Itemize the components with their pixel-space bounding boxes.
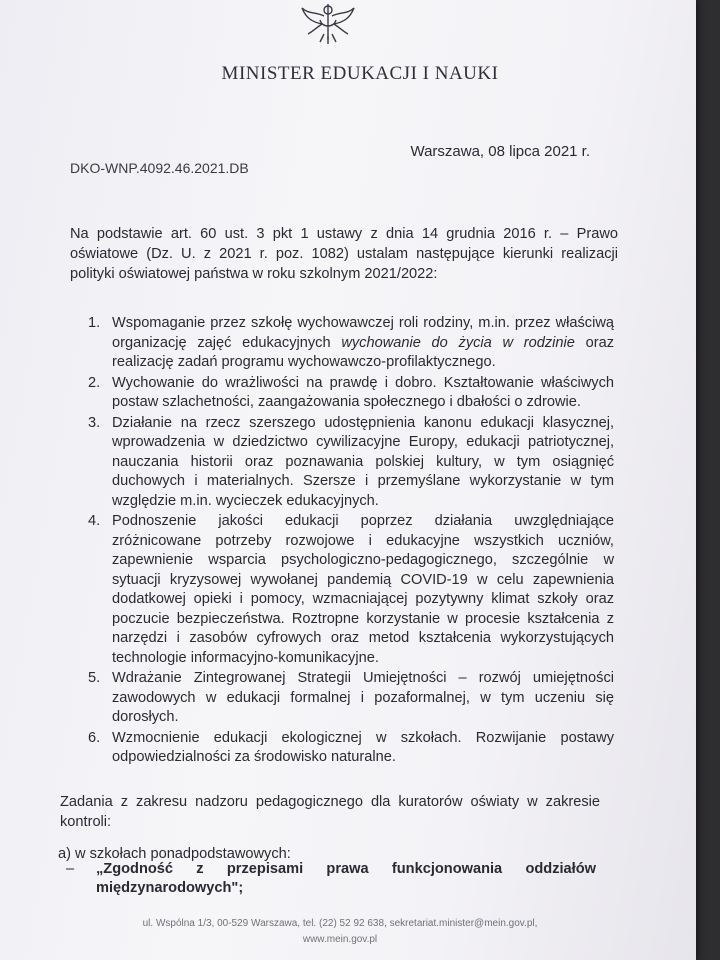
list-item-number: 6.: [88, 729, 101, 746]
list-item: [88, 314, 614, 373]
dash-marker: –: [66, 861, 75, 877]
list-item-text: Wzmocnienie edukacji ekologicznej w szkołach. Rozwijanie postawy odpowiedzialności za środowisko naturalne.: [112, 729, 614, 765]
list-item-text-part: oraz realizację zadań programu wychowawczo-profilaktycznego.: [112, 334, 614, 370]
tasks-paragraph: Zadania z zakresu nadzoru pedagogicznego dla kuratorów oświaty w zakresie kontroli:: [60, 794, 600, 830]
intro-paragraph: Na podstawie art. 60 ust. 3 pkt 1 ustawy z dnia 14 grudnia 2016 r. – Prawo oświatowe (Dz. U. z 2021 r. poz. 1082) ustalam następujące kierunki realizacji polityki oświatowej państwa w roku szkolnym 2021/2022:: [70, 226, 618, 282]
list-item-number: 3.: [88, 414, 101, 431]
list-item-number: 1.: [88, 315, 101, 331]
list-item: [88, 414, 614, 512]
list-item-text: Wdrażanie Zintegrowanej Strategii Umiejętności – rozwój umiejętności zawodowych w edukacji formalnej i pozaformalnej, w tym uczeniu się dorosłych.: [112, 670, 614, 725]
subsection-label: a) w szkołach ponadpodstawowych:: [58, 846, 291, 862]
list-item-text-part: Wspomaganie przez szkołę wychowawczej roli rodziny, m.in. przez właściwą organizację zajęć edukacyjnych: [112, 315, 614, 351]
subsection-item: [66, 860, 596, 898]
reference-number: DKO-WNP.4092.46.2021.DB: [70, 160, 249, 176]
list-item-text: Wychowanie do wrażliwości na prawdę i dobro. Kształtowanie właściwych postaw szlachetności, zaangażowania społecznego i dbałości o zdrowie.: [112, 374, 614, 410]
list-item: [88, 512, 614, 668]
list-item-number: 5.: [88, 670, 101, 686]
list-item-text: Działanie na rzecz szerszego udostępnienia kanonu edukacji klasycznej, wprowadzenia w dziedzictwo cywilizacyjne Europy, edukacji patriotycznej, nauczania historii oraz poznawania polskiej kultury, w tym osiągnięć duchowych i materialnych. Szersze i przemyślane wykorzystanie w tym względzie m.in. wycieczek edukacyjnych.: [112, 414, 614, 509]
list-item-text: Podnoszenie jakości edukacji poprzez działania uwzględniające zróżnicowane potrzeby rozwojowe i edukacyjne wszystkich uczniów, zapewnienie wsparcia psychologiczno-pedagogicznego, szczególnie w sytuacji kryzysowej wywołanej pandemią COVID-19 w celu zapewnienia dodatkowej opieki i pomocy, wzmacniającej pozytywny klimat szkoły oraz poczucie bezpieczeństwa. Roztropne korzystanie w procesie kształcenia z narzędzi i zasobów cyfrowych oraz metod kształcenia wykorzystujących technologie informacyjno-komunikacyjne.: [112, 513, 614, 666]
eagle-emblem-icon: [298, 0, 358, 44]
footer-contact: [110, 916, 570, 948]
directions-list: [88, 314, 614, 769]
footer-address: ul. Wspólna 1/3, 00-529 Warszawa, tel. (22) 52 92 638, sekretariat.minister@mein.gov.pl,: [142, 918, 538, 929]
list-item: [88, 669, 614, 728]
list-item: [88, 729, 614, 768]
list-item-number: 4.: [88, 513, 101, 529]
place-and-date: Warszawa, 08 lipca 2021 r.: [410, 143, 590, 160]
footer-website: www.mein.gov.pl: [302, 934, 378, 945]
list-item-number: 2.: [88, 374, 101, 391]
list-item: [88, 374, 614, 413]
subsection-item-text: „Zgodność z przepisami prawa funkcjonowania oddziałów międzynarodowych";: [96, 861, 596, 896]
list-item-text: [112, 314, 614, 373]
ministry-heading: MINISTER EDUKACJI I NAUKI: [221, 63, 499, 84]
list-item-text-italic: wychowanie do życia w rodzinie: [341, 334, 575, 351]
